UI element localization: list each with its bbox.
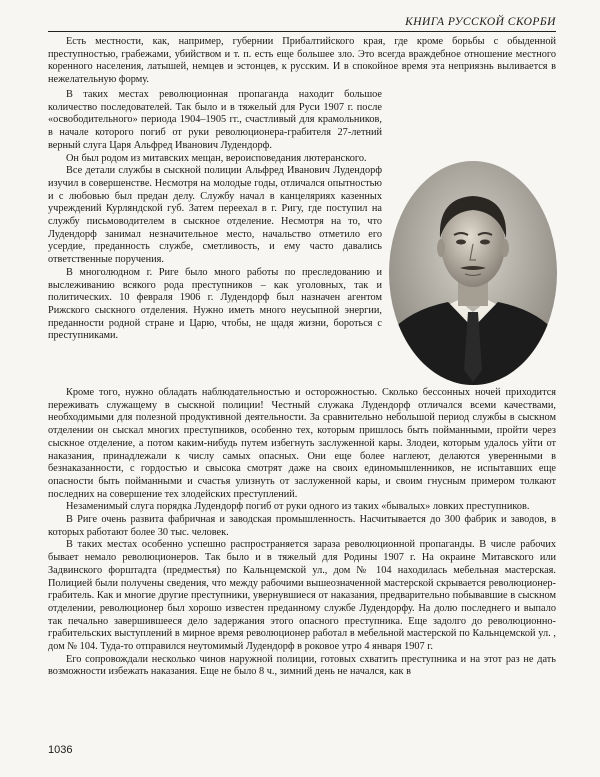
paragraph: Есть местности, как, например, губернии Прибалтийского края, где кроме борьбы с обыденной преступностью, грабежами, убийством и т. п. есть еще большее зло. Это всегда враждебное отношение местного коренного населения, латышей, немцев и эстонцев, к русским. И в спокойное время эта неприязнь выливается в нежелательную форму. — [48, 36, 556, 86]
page-number: 1036 — [48, 744, 73, 756]
portrait-illustration — [388, 160, 558, 386]
right-ear — [501, 239, 509, 257]
portrait-photo — [388, 160, 558, 386]
paragraph: Он был родом из митавских мещан, вероисповедания лютеранского. — [66, 152, 367, 164]
paragraph: Незаменимый слуга порядка Лудендорф погиб от руки одного из таких «бывалых» ловких преступников. — [66, 501, 530, 513]
paragraph: Кроме того, нужно обладать наблюдательностью и осторожностью. Сколько бессонных ночей приходится переживать служащему в сыскной полиции! Честный служака Лудендорф отличался всеми качествами, необходимыми для полезной продуктивной деятельности. За сравнительно небольшой период службы в сыскном отделении он сыскал многих преступников, особенно тех, которым пришлось быть пойманными, пройти через сыскное отделение, а потом каким-нибудь путем избегнуть заслуженной кары. Злодеи, которым удалось уйти от наказания, принадлежали к числу самых опасных. Они еще более наглеют, делаются уверенными в безнаказанности, с гордостью и свысока смотрят даже на своих единомышленников, не испытавших еще опасности быть пойманными и счастья улизнуть от заслуженной кары, и своим гнусным примером толкают последних на совершение тех злодейских преступлений. — [48, 387, 556, 500]
paragraph: В многолюдном г. Риге было много работы по преследованию и выслеживанию всякого рода преступников – как уголовных, так и политических. 10 февраля 1906 г. Лудендорф был назначен агентом Рижского сыскного отделения. Нужно иметь много неусыпной энергии, преданности родной стране и Царю, чтобы, не щадя жизни, бороться с преступниками. — [48, 266, 382, 342]
bottom-text-block — [48, 387, 556, 679]
left-eye — [456, 240, 466, 245]
right-eye — [480, 240, 490, 245]
paragraph: В таких местах революционная пропаганда находит большое количество последователей. Так было и в тяжелый для Руси 1907 г. после «освободительного» периода 1904–1905 гг., счастливый для крамольников, в начале которого погиб от руки революционера-грабителя 27-летний верный слуга Царя Альфред Иванович Лудендорф. — [48, 89, 382, 151]
paragraph: Все детали службы в сыскной полиции Альфред Иванович Лудендорф изучил в совершенстве. Несмотря на молодые годы, отличался опытностью и с любовью был предан делу. Службу начал в канцеляриях казенных учреждений Курляндской губ. Затем переехал в г. Ригу, где поступил на службу письмоводителем в сыскное отделение. Несмотря на то, что Лудендорф занимал незначительное место, начальство отметило его усердие, преданность службе, сметливость, и ему часто давались ответственные поручения. — [48, 165, 382, 266]
paragraph: Его сопровождали несколько чинов наружной полиции, готовых схватить преступника и на этот раз не дать возможности избежать наказания. Еще не было 8 ч., зимний день не начался, как в — [48, 653, 556, 678]
paragraph: В Риге очень развита фабричная и заводская промышленность. Насчитывается до 300 фабрик и заводов, в которых работают более 30 тыс. человек. — [48, 514, 556, 538]
running-title: КНИГА РУССКОЙ СКОРБИ — [405, 16, 556, 28]
paragraph: В таких местах особенно успешно распространяется зараза революционной пропаганды. В числе рабочих бывает немало революционеров. Так было и в тяжелый для Родины 1907 г. На окраине Митавского или Задвинского форштадта (предместья) по Кальнцемской ул., дом № 104 находилась мебельная мастерская. Полицией были получены сведения, что между рабочими вышеозначенной мастерской скрывается революционер-грабитель. Как и многие другие преступники, увернувшиеся от наказания, предварительно побывавшие в сыскном отделении, революционер был хорошо известен преданному службе Лудендорфу. На долю последнего и выпало так печально завершившееся дело задержания этого опасного преступника. Еще задолго до революционно-грабительских выступлений в мирное время революционер работал в мебельной мастерской по Кальнцемской ул. , дом № 104. Туда-то отправился неутомимый Лудендорф в роковое утро 4 января 1907 г. — [48, 539, 556, 653]
wrapped-text-block — [48, 89, 382, 343]
running-header — [48, 16, 556, 32]
left-ear — [437, 239, 445, 257]
top-text-block — [48, 36, 556, 87]
